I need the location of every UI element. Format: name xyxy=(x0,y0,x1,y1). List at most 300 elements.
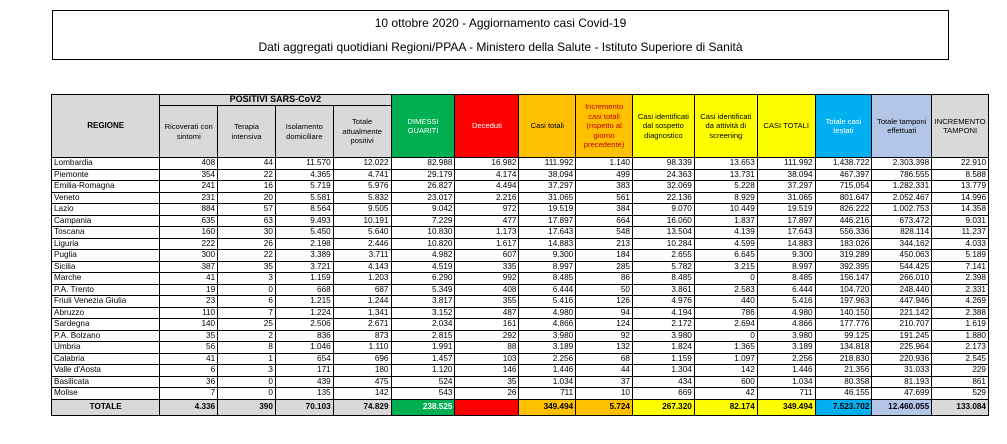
cell-sospetto: 2.172 xyxy=(632,319,694,331)
cell-isolamento: 3.721 xyxy=(275,261,333,273)
cell-incremento-tamponi: 2.398 xyxy=(932,273,989,285)
cell-regione: Lombardia xyxy=(52,158,160,170)
table-row xyxy=(52,181,989,193)
cell-testati: 80.358 xyxy=(815,376,872,388)
cell-totale-positivi: 3.711 xyxy=(333,250,391,262)
cell-ricoverati: 41 xyxy=(160,353,218,365)
cell-deceduti: 26 xyxy=(455,388,519,400)
cell-testati: 104.720 xyxy=(815,284,872,296)
cell-casi-totali: 14.883 xyxy=(519,238,576,250)
cell-tamponi: 220.936 xyxy=(872,353,932,365)
header-totale-positivi: Totale attualmente positivi xyxy=(333,106,391,158)
cell-isolamento: 668 xyxy=(275,284,333,296)
total-totale-positivi: 74.829 xyxy=(333,399,391,415)
cell-incremento-tamponi: 5.189 xyxy=(932,250,989,262)
cell-tamponi: 210.707 xyxy=(872,319,932,331)
cell-casi-totali: 19.519 xyxy=(519,204,576,216)
cell-dimessi: 7.229 xyxy=(391,215,455,227)
cell-tamponi: 1.002.753 xyxy=(872,204,932,216)
cell-screening: 1.097 xyxy=(694,353,757,365)
header-sospetto: Casi identificati dal sospetto diagnostico xyxy=(632,95,694,158)
cell-tamponi: 673.472 xyxy=(872,215,932,227)
report-title: 10 ottobre 2020 - Aggiornamento casi Covid-19 xyxy=(374,16,627,30)
cell-dimessi: 4.982 xyxy=(391,250,455,262)
cell-terapia: 44 xyxy=(218,158,276,170)
total-isolamento: 70.103 xyxy=(275,399,333,415)
cell-regione: Piemonte xyxy=(52,169,160,181)
cell-incremento: 132 xyxy=(576,342,633,354)
total-regione: TOTALE xyxy=(52,399,160,415)
cell-casi-totali: 8.485 xyxy=(519,273,576,285)
cell-incremento: 124 xyxy=(576,319,633,331)
cell-incremento-tamponi: 14.358 xyxy=(932,204,989,216)
cell-isolamento: 171 xyxy=(275,365,333,377)
cell-dimessi: 3.152 xyxy=(391,307,455,319)
cell-ricoverati: 41 xyxy=(160,273,218,285)
cell-screening: 13.653 xyxy=(694,158,757,170)
cell-terapia: 7 xyxy=(218,307,276,319)
cell-screening: 142 xyxy=(694,365,757,377)
cell-dimessi: 9.042 xyxy=(391,204,455,216)
cell-totale-positivi: 1.341 xyxy=(333,307,391,319)
cell-dimessi: 29.179 xyxy=(391,169,455,181)
cell-screening: 8.929 xyxy=(694,192,757,204)
cell-isolamento: 439 xyxy=(275,376,333,388)
cell-terapia: 35 xyxy=(218,261,276,273)
cell-totale-positivi: 5.640 xyxy=(333,227,391,239)
cell-screening: 4.139 xyxy=(694,227,757,239)
cell-incremento-tamponi: 1.619 xyxy=(932,319,989,331)
cell-tamponi: 2.052.467 xyxy=(872,192,932,204)
cell-sospetto: 4.194 xyxy=(632,307,694,319)
cell-casi-totali: 111.992 xyxy=(519,158,576,170)
cell-casi-totali-2: 8.997 xyxy=(757,261,815,273)
cell-terapia: 25 xyxy=(218,319,276,331)
cell-casi-totali-2: 4.980 xyxy=(757,307,815,319)
cell-incremento-tamponi: 1.880 xyxy=(932,330,989,342)
cell-dimessi: 1.457 xyxy=(391,353,455,365)
cell-isolamento: 3.389 xyxy=(275,250,333,262)
cell-incremento: 561 xyxy=(576,192,633,204)
header-incremento: Incremento casi totali (rispetto al giorno precedente) xyxy=(576,95,633,158)
cell-screening: 3.215 xyxy=(694,261,757,273)
table-row xyxy=(52,204,989,216)
cell-deceduti: 146 xyxy=(455,365,519,377)
cell-isolamento: 8.564 xyxy=(275,204,333,216)
cell-regione: Toscana xyxy=(52,227,160,239)
cell-regione: P.A. Bolzano xyxy=(52,330,160,342)
header-tamponi: Totale tamponi effettuati xyxy=(872,95,932,158)
cell-isolamento: 5.719 xyxy=(275,181,333,193)
cell-incremento: 184 xyxy=(576,250,633,262)
cell-deceduti: 292 xyxy=(455,330,519,342)
cell-incremento: 1.140 xyxy=(576,158,633,170)
table-row xyxy=(52,296,989,308)
cell-terapia: 0 xyxy=(218,284,276,296)
cell-casi-totali: 2.256 xyxy=(519,353,576,365)
cell-sospetto: 434 xyxy=(632,376,694,388)
cell-incremento-tamponi: 4.269 xyxy=(932,296,989,308)
cell-ricoverati: 56 xyxy=(160,342,218,354)
cell-isolamento: 4.365 xyxy=(275,169,333,181)
cell-testati: 801.647 xyxy=(815,192,872,204)
cell-ricoverati: 6 xyxy=(160,365,218,377)
cell-totale-positivi: 873 xyxy=(333,330,391,342)
cell-screening: 42 xyxy=(694,388,757,400)
cell-testati: 319.289 xyxy=(815,250,872,262)
cell-tamponi: 266.010 xyxy=(872,273,932,285)
report-title-box xyxy=(52,10,949,60)
header-testati: Totale casi testati xyxy=(815,95,872,158)
cell-screening: 0 xyxy=(694,330,757,342)
cell-sospetto: 16.060 xyxy=(632,215,694,227)
header-casi-totali-2: CASI TOTALI xyxy=(757,95,815,158)
cell-casi-totali-2: 14.883 xyxy=(757,238,815,250)
cell-testati: 392.395 xyxy=(815,261,872,273)
cell-sospetto: 4.976 xyxy=(632,296,694,308)
cell-tamponi: 828.114 xyxy=(872,227,932,239)
cell-deceduti: 103 xyxy=(455,353,519,365)
cell-incremento-tamponi: 4.033 xyxy=(932,238,989,250)
cell-incremento-tamponi: 8.588 xyxy=(932,169,989,181)
table-row xyxy=(52,238,989,250)
cell-incremento: 383 xyxy=(576,181,633,193)
table-row xyxy=(52,169,989,181)
cell-screening: 2.583 xyxy=(694,284,757,296)
cell-casi-totali: 5.416 xyxy=(519,296,576,308)
header-isolamento: Isolamento domiciliare xyxy=(275,106,333,158)
cell-deceduti: 4.494 xyxy=(455,181,519,193)
cell-terapia: 20 xyxy=(218,192,276,204)
table-row xyxy=(52,365,989,377)
table-row xyxy=(52,330,989,342)
cell-incremento: 50 xyxy=(576,284,633,296)
cell-testati: 556.336 xyxy=(815,227,872,239)
table-row xyxy=(52,307,989,319)
cell-regione: Veneto xyxy=(52,192,160,204)
total-row xyxy=(52,399,989,415)
total-casi-totali: 349.494 xyxy=(519,399,576,415)
cell-testati: 156.147 xyxy=(815,273,872,285)
cell-sospetto: 13.504 xyxy=(632,227,694,239)
cell-casi-totali: 6.444 xyxy=(519,284,576,296)
cell-totale-positivi: 1.110 xyxy=(333,342,391,354)
cell-deceduti: 2.216 xyxy=(455,192,519,204)
total-screening: 82.174 xyxy=(694,399,757,415)
cell-tamponi: 248.440 xyxy=(872,284,932,296)
cell-dimessi: 6.290 xyxy=(391,273,455,285)
cell-regione: Sardegna xyxy=(52,319,160,331)
cell-ricoverati: 160 xyxy=(160,227,218,239)
cell-regione: Molise xyxy=(52,388,160,400)
cell-totale-positivi: 180 xyxy=(333,365,391,377)
cell-incremento: 499 xyxy=(576,169,633,181)
cell-casi-totali: 711 xyxy=(519,388,576,400)
cell-isolamento: 836 xyxy=(275,330,333,342)
total-casi-totali-2: 349.494 xyxy=(757,399,815,415)
cell-sospetto: 1.304 xyxy=(632,365,694,377)
cell-regione: Calabria xyxy=(52,353,160,365)
cell-totale-positivi: 687 xyxy=(333,284,391,296)
cell-incremento: 548 xyxy=(576,227,633,239)
cell-incremento: 37 xyxy=(576,376,633,388)
cell-totale-positivi: 9.505 xyxy=(333,204,391,216)
table-row xyxy=(52,261,989,273)
cell-terapia: 2 xyxy=(218,330,276,342)
cell-isolamento: 135 xyxy=(275,388,333,400)
cell-tamponi: 786.555 xyxy=(872,169,932,181)
header-regione: REGIONE xyxy=(52,95,160,158)
cell-incremento-tamponi: 2.545 xyxy=(932,353,989,365)
cell-casi-totali-2: 4.866 xyxy=(757,319,815,331)
cell-screening: 1.365 xyxy=(694,342,757,354)
cell-tamponi: 1.282.331 xyxy=(872,181,932,193)
cell-casi-totali: 37.297 xyxy=(519,181,576,193)
total-deceduti: 36.140 xyxy=(455,399,519,415)
cell-incremento-tamponi: 11.237 xyxy=(932,227,989,239)
cell-incremento: 92 xyxy=(576,330,633,342)
cell-terapia: 0 xyxy=(218,376,276,388)
cell-ricoverati: 354 xyxy=(160,169,218,181)
cell-dimessi: 5.349 xyxy=(391,284,455,296)
cell-terapia: 3 xyxy=(218,273,276,285)
cell-casi-totali-2: 3.189 xyxy=(757,342,815,354)
cell-ricoverati: 7 xyxy=(160,388,218,400)
cell-isolamento: 2.198 xyxy=(275,238,333,250)
table-row xyxy=(52,158,989,170)
cell-tamponi: 31.033 xyxy=(872,365,932,377)
cell-tamponi: 544.425 xyxy=(872,261,932,273)
cell-deceduti: 992 xyxy=(455,273,519,285)
cell-dimessi: 4.519 xyxy=(391,261,455,273)
cell-terapia: 1 xyxy=(218,353,276,365)
cell-incremento: 384 xyxy=(576,204,633,216)
cell-testati: 46.155 xyxy=(815,388,872,400)
cell-regione: P.A. Trento xyxy=(52,284,160,296)
cell-isolamento: 11.570 xyxy=(275,158,333,170)
report-subtitle: Dati aggregati quotidiani Regioni/PPAA - Ministero della Salute - Istituto Superiore di Sanità xyxy=(258,40,743,54)
table-row xyxy=(52,376,989,388)
cell-sospetto: 9.070 xyxy=(632,204,694,216)
total-incremento: 5.724 xyxy=(576,399,633,415)
cell-incremento-tamponi: 2.388 xyxy=(932,307,989,319)
cell-ricoverati: 387 xyxy=(160,261,218,273)
cell-sospetto: 3.980 xyxy=(632,330,694,342)
cell-ricoverati: 408 xyxy=(160,158,218,170)
cell-dimessi: 26.827 xyxy=(391,181,455,193)
cell-totale-positivi: 4.143 xyxy=(333,261,391,273)
cell-totale-positivi: 4.741 xyxy=(333,169,391,181)
cell-incremento: 285 xyxy=(576,261,633,273)
cell-casi-totali-2: 9.300 xyxy=(757,250,815,262)
cell-sospetto: 32.069 xyxy=(632,181,694,193)
cell-screening: 2.694 xyxy=(694,319,757,331)
cell-deceduti: 161 xyxy=(455,319,519,331)
cell-incremento-tamponi: 7.141 xyxy=(932,261,989,273)
cell-ricoverati: 23 xyxy=(160,296,218,308)
total-ricoverati: 4.336 xyxy=(160,399,218,415)
cell-dimessi: 2.034 xyxy=(391,319,455,331)
cell-tamponi: 344.162 xyxy=(872,238,932,250)
cell-dimessi: 3.817 xyxy=(391,296,455,308)
cell-regione: Liguria xyxy=(52,238,160,250)
total-dimessi: 238.525 xyxy=(391,399,455,415)
table-row xyxy=(52,388,989,400)
cell-regione: Emilia-Romagna xyxy=(52,181,160,193)
table-row xyxy=(52,353,989,365)
table-row xyxy=(52,319,989,331)
cell-terapia: 63 xyxy=(218,215,276,227)
cell-ricoverati: 35 xyxy=(160,330,218,342)
cell-casi-totali-2: 31.065 xyxy=(757,192,815,204)
cell-regione: Campania xyxy=(52,215,160,227)
cell-sospetto: 669 xyxy=(632,388,694,400)
cell-casi-totali: 3.980 xyxy=(519,330,576,342)
cell-deceduti: 1.617 xyxy=(455,238,519,250)
cell-dimessi: 10.830 xyxy=(391,227,455,239)
cell-totale-positivi: 10.191 xyxy=(333,215,391,227)
cell-terapia: 16 xyxy=(218,181,276,193)
cell-testati: 197.963 xyxy=(815,296,872,308)
header-incremento-tamponi: INCREMENTO TAMPONI xyxy=(932,95,989,158)
cell-casi-totali: 3.189 xyxy=(519,342,576,354)
cell-testati: 467.397 xyxy=(815,169,872,181)
table-row xyxy=(52,342,989,354)
cell-deceduti: 477 xyxy=(455,215,519,227)
table-body xyxy=(52,158,989,400)
cell-terapia: 0 xyxy=(218,388,276,400)
cell-isolamento: 5.581 xyxy=(275,192,333,204)
table-row xyxy=(52,250,989,262)
cell-tamponi: 225.964 xyxy=(872,342,932,354)
cell-dimessi: 23.017 xyxy=(391,192,455,204)
cell-testati: 99.125 xyxy=(815,330,872,342)
cell-screening: 786 xyxy=(694,307,757,319)
cell-deceduti: 88 xyxy=(455,342,519,354)
cell-screening: 4.599 xyxy=(694,238,757,250)
cell-testati: 446.216 xyxy=(815,215,872,227)
cell-sospetto: 98.339 xyxy=(632,158,694,170)
cell-sospetto: 10.284 xyxy=(632,238,694,250)
cell-regione: Basilicata xyxy=(52,376,160,388)
cell-totale-positivi: 12.022 xyxy=(333,158,391,170)
cell-casi-totali-2: 6.444 xyxy=(757,284,815,296)
cell-totale-positivi: 475 xyxy=(333,376,391,388)
cell-ricoverati: 140 xyxy=(160,319,218,331)
cell-regione: Puglia xyxy=(52,250,160,262)
cell-tamponi: 191.245 xyxy=(872,330,932,342)
cell-testati: 826.222 xyxy=(815,204,872,216)
cell-casi-totali-2: 17.643 xyxy=(757,227,815,239)
cell-terapia: 26 xyxy=(218,238,276,250)
cell-isolamento: 2.506 xyxy=(275,319,333,331)
cell-deceduti: 16.982 xyxy=(455,158,519,170)
cell-casi-totali: 17.897 xyxy=(519,215,576,227)
cell-sospetto: 1.824 xyxy=(632,342,694,354)
table-row xyxy=(52,273,989,285)
cell-casi-totali: 31.065 xyxy=(519,192,576,204)
cell-incremento-tamponi: 861 xyxy=(932,376,989,388)
header-positivi-group: POSITIVI SARS-CoV2 xyxy=(160,95,391,106)
cell-isolamento: 654 xyxy=(275,353,333,365)
cell-sospetto: 22.136 xyxy=(632,192,694,204)
cell-regione: Sicilia xyxy=(52,261,160,273)
cell-totale-positivi: 5.832 xyxy=(333,192,391,204)
cell-isolamento: 9.493 xyxy=(275,215,333,227)
cell-casi-totali-2: 1.446 xyxy=(757,365,815,377)
cell-totale-positivi: 5.976 xyxy=(333,181,391,193)
cell-dimessi: 2.815 xyxy=(391,330,455,342)
cell-casi-totali: 4.866 xyxy=(519,319,576,331)
header-ricoverati: Ricoverati con sintomi xyxy=(160,106,218,158)
cell-totale-positivi: 696 xyxy=(333,353,391,365)
cell-ricoverati: 231 xyxy=(160,192,218,204)
cell-regione: Marche xyxy=(52,273,160,285)
cell-regione: Lazio xyxy=(52,204,160,216)
cell-incremento: 44 xyxy=(576,365,633,377)
cell-deceduti: 408 xyxy=(455,284,519,296)
cell-incremento-tamponi: 529 xyxy=(932,388,989,400)
cell-screening: 440 xyxy=(694,296,757,308)
cell-testati: 140.150 xyxy=(815,307,872,319)
cell-tamponi: 81.193 xyxy=(872,376,932,388)
cell-casi-totali-2: 17.897 xyxy=(757,215,815,227)
cell-totale-positivi: 142 xyxy=(333,388,391,400)
cell-totale-positivi: 2.446 xyxy=(333,238,391,250)
cell-testati: 183.026 xyxy=(815,238,872,250)
cell-casi-totali: 8.997 xyxy=(519,261,576,273)
cell-ricoverati: 884 xyxy=(160,204,218,216)
cell-casi-totali-2: 3.980 xyxy=(757,330,815,342)
cell-incremento: 94 xyxy=(576,307,633,319)
table-row xyxy=(52,284,989,296)
cell-screening: 0 xyxy=(694,273,757,285)
cell-casi-totali: 1.034 xyxy=(519,376,576,388)
table-row xyxy=(52,192,989,204)
cell-casi-totali-2: 8.485 xyxy=(757,273,815,285)
cell-screening: 600 xyxy=(694,376,757,388)
cell-incremento-tamponi: 13.779 xyxy=(932,181,989,193)
cell-testati: 218.830 xyxy=(815,353,872,365)
header-screening: Casi identificati da attività di screening xyxy=(694,95,757,158)
cell-ricoverati: 635 xyxy=(160,215,218,227)
cell-isolamento: 1.159 xyxy=(275,273,333,285)
cell-casi-totali-2: 5.416 xyxy=(757,296,815,308)
cell-isolamento: 1.215 xyxy=(275,296,333,308)
cell-tamponi: 221.142 xyxy=(872,307,932,319)
cell-sospetto: 24.363 xyxy=(632,169,694,181)
cell-dimessi: 82.988 xyxy=(391,158,455,170)
cell-tamponi: 450.063 xyxy=(872,250,932,262)
cell-sospetto: 2.655 xyxy=(632,250,694,262)
cell-dimessi: 1.991 xyxy=(391,342,455,354)
cell-incremento-tamponi: 14.996 xyxy=(932,192,989,204)
cell-terapia: 22 xyxy=(218,250,276,262)
total-incremento-tamponi: 133.084 xyxy=(932,399,989,415)
cell-totale-positivi: 2.671 xyxy=(333,319,391,331)
cell-sospetto: 8.485 xyxy=(632,273,694,285)
header-deceduti: Deceduti xyxy=(455,95,519,158)
cell-isolamento: 1.046 xyxy=(275,342,333,354)
cell-casi-totali-2: 111.992 xyxy=(757,158,815,170)
cell-casi-totali: 38.094 xyxy=(519,169,576,181)
cell-sospetto: 3.861 xyxy=(632,284,694,296)
cell-deceduti: 607 xyxy=(455,250,519,262)
cell-ricoverati: 19 xyxy=(160,284,218,296)
cell-testati: 177.776 xyxy=(815,319,872,331)
cell-ricoverati: 36 xyxy=(160,376,218,388)
cell-casi-totali: 17.643 xyxy=(519,227,576,239)
